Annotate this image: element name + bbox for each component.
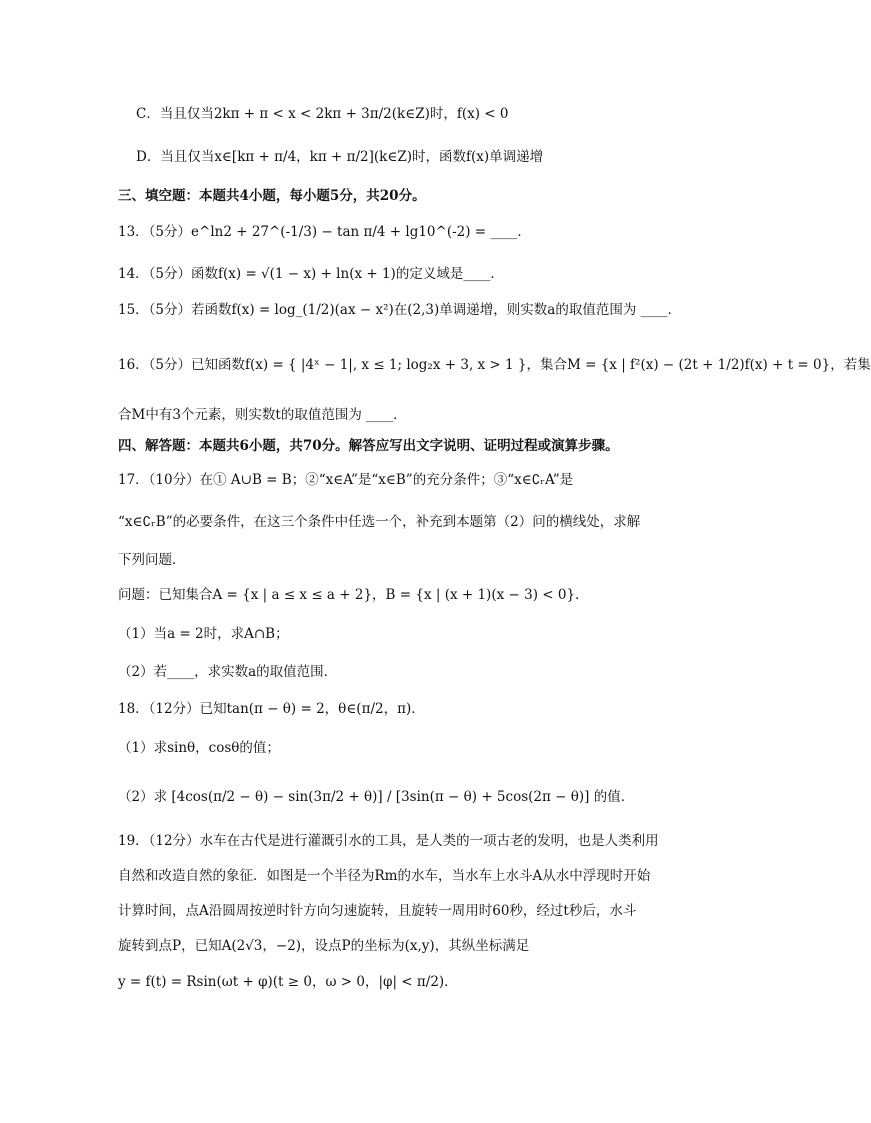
section-heading-solution: 四、解答题：本题共6小题，共70分。解答应写出文字说明、证明过程或演算步骤。 — [118, 438, 619, 454]
question-18: 18．（12分）已知tan(π − θ) = 2，θ∈(π/2，π)． — [118, 701, 425, 717]
question-17: 17．（10分）在① A∪B = B；②“x∈A”是“x∈B”的充分条件；③“x∈∁ᵣA”是 — [118, 472, 574, 488]
question-17-problem: 问题：已知集合A = {x | a ≤ x ≤ a + 2}，B = {x | (x + 1)(x − 3) < 0}． — [118, 587, 589, 603]
question-18-part1: （1）求sinθ，cosθ的值； — [118, 740, 280, 756]
question-19-cont2: 计算时间，点A沿圆周按逆时针方向匀速旋转，且旋转一周用时60秒，经过t秒后，水斗 — [118, 903, 637, 919]
question-17-cont: “x∈∁ᵣB”的必要条件，在这三个条件中任选一个，补充到本题第（2）问的横线处，求解 — [118, 514, 641, 530]
question-13: 13．（5分）e^ln2 + 27^(-1/3) − tan π/4 + lg10^(-2) = ____． — [118, 224, 531, 240]
question-16-cont: 合M中有3个元素，则实数t的取值范围为 ____． — [118, 407, 407, 423]
question-17-part2: （2）若____，求实数a的取值范围． — [118, 664, 338, 680]
question-19-cont3: 旋转到点P，已知A(2√3，−2)，设点P的坐标为(x,y)，其纵坐标满足 — [118, 938, 530, 954]
question-15: 15．（5分）若函数f(x) = log_(1/2)(ax − x²)在(2,3)单调递增，则实数a的取值范围为 ____． — [118, 302, 682, 318]
option-c: C．当且仅当2kπ + π < x < 2kπ + 3π/2(k∈Z)时，f(x) < 0 — [136, 106, 509, 122]
question-18-part2: （2）求 [4cos(π/2 − θ) − sin(3π/2 + θ)] / [3sin(π − θ) + 5cos(2π − θ)] 的值． — [118, 789, 635, 805]
option-d: D．当且仅当x∈[kπ + π/4，kπ + π/2](k∈Z)时，函数f(x)单调递增 — [136, 149, 544, 165]
question-14: 14．（5分）函数f(x) = √(1 − x) + ln(x + 1)的定义域是____． — [118, 266, 504, 282]
section-heading-fill-blank: 三、填空题：本题共4小题，每小题5分，共20分。 — [118, 188, 426, 204]
question-19-formula: y = f(t) = Rsin(ωt + φ)(t ≥ 0，ω > 0，|φ| < π/2)． — [118, 974, 458, 990]
question-19-cont: 自然和改造自然的象征．如图是一个半径为Rm的水车，当水车上水斗A从水中浮现时开始 — [118, 868, 651, 884]
question-17-cont2: 下列问题． — [118, 552, 186, 568]
question-17-part1: （1）当a = 2时，求A∩B； — [118, 626, 289, 642]
question-16: 16．（5分）已知函数f(x) = { |4ˣ − 1|, x ≤ 1; log₂x + 3, x > 1 }，集合M = {x | f²(x) − (2t + 1/2)f(x) + t = 0}，若集 — [118, 357, 871, 373]
question-19: 19．（12分）水车在古代是进行灌溉引水的工具，是人类的一项古老的发明，也是人类利用 — [118, 833, 659, 849]
